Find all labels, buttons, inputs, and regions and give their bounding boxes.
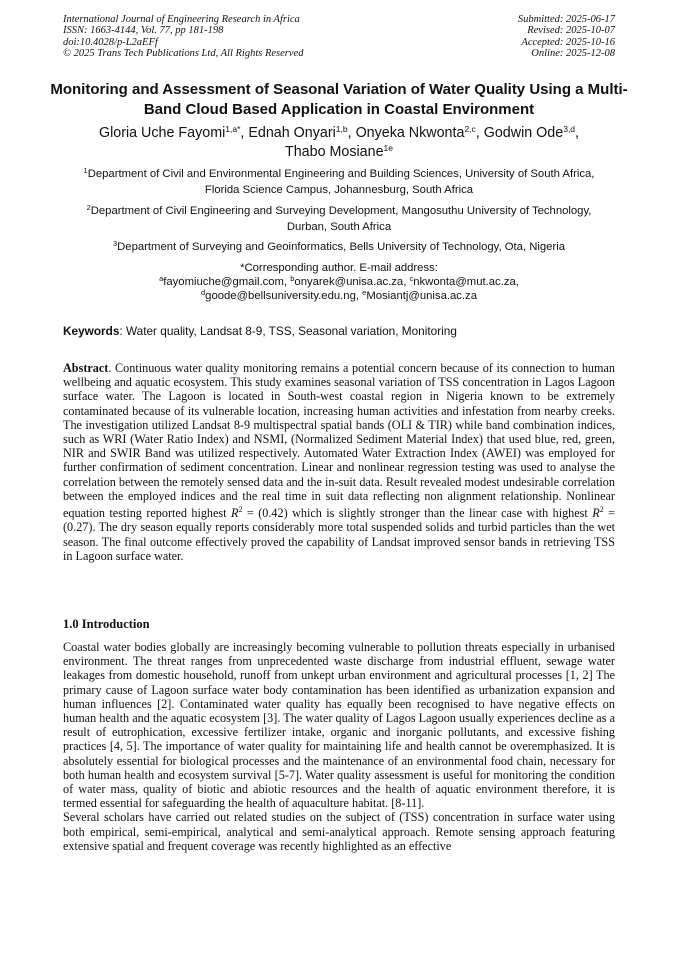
abstract-text-3: The dry season equally reports considerably more total suspended solids and turbid particles than the wet season. The final outcome effectively proved the capability of Landsat improved sensor bands in retrieving TSS in Lagoon surface water. — [63, 520, 615, 563]
email-link[interactable]: Mosiantj@unisa.ac.za — [366, 290, 477, 302]
keywords-text: Water quality, Landsat 8-9, TSS, Seasonal variation, Monitoring — [125, 324, 457, 338]
journal-copyright: © 2025 Trans Tech Publications Ltd, All Rights Reserved — [63, 48, 304, 60]
author-affiliation-mark: 2,c — [464, 124, 476, 134]
email-line: $^a$fayomiuche@gmail.com, $^b$onyarek@unisa.ac.za, $^c$nkwonta@mut.ac.za, — [159, 274, 519, 288]
author-name: Onyeka Nkwonta — [355, 125, 465, 141]
journal-name: International Journal of Engineering Research in Africa — [63, 14, 300, 25]
author-affiliation-mark: 3,d — [563, 124, 576, 134]
date-revised: Revised: 2025-10-07 — [527, 25, 615, 37]
email-link[interactable]: nkwonta@mut.ac.za — [413, 276, 516, 288]
paragraph: Coastal water bodies globally are increasingly becoming vulnerable to pollution threats especially in urbanised environment. The threat ranges from unprecedented waste discharge from industrial effluent, sewage water leakages from domestic household, runoff from unkept urban environment and agricultural processes [1, 2] The primary cause of Lagoon surface water body contamination has been identified as urbanization expansion and human influences [2]. Contaminated water quality has equally been recognised to have negative effects on human health and the aquatic ecosystem [3]. The water quality of Lagos Lagoon usually experiences decline as a result of eutrophication, excessive fertilizer intake, organic and inorganic pollutants, and excessive fishing practices [4, 5]. The importance of water quality for maintaining life and health cannot be overemphasized. It is absolutely essential for biological processes and the maintenance of an environmental food chain, necessary for both human health and ecosystem survival [5-7]. Water quality assessment is useful for monitoring the condition of water mass, quality of biotic and abiotic resources and the health of aquatic environment therefore, it is termed essential for safeguarding the health of aquaculture habitat. [8-11]. — [63, 640, 615, 811]
affiliation-number: 1 — [83, 166, 88, 175]
email-link[interactable]: onyarek@unisa.ac.za — [294, 276, 404, 288]
author-affiliation-mark: 1,b — [335, 124, 348, 134]
introduction-body — [63, 640, 615, 853]
abstract-text-2: which is slightly stronger than the linear case with highest — [292, 506, 588, 521]
abstract: Abstract. Continuous water quality monitoring remains a potential concern because of its connection to human wellbeing and aquatic ecosystem. This study examines seasonal variation of TSS concentration in Lagos Lagoon surface water. The Lagoon is located in South-west coastal region in Nigeria known to be extremely contaminated because of its vulnerable location, increasing human activities and infestation from nearby creeks. The investigation utilized Landsat 8-9 multispectral spatial bands (OLI & TIR) while band combination indices, such as WRI (Water Ratio Index) and NSMI, (Normalized Sediment Material Index) that used blue, red, green, NIR and SWIR Band was utilized respectively. Automated Water Extraction Index (AWEI) was employed for further confirmation of sediment concentration. Linear and nonlinear regression testing was used to analyse the correlation between the remotely sensed data and the in-suit data. Result revealed modest undesirable correlation between the employed indices and the real time in suit data reflecting non alignment relationship. Nonlinear equation testing reported highest $R^2 = (0.42)$ which is slightly stronger than the linear case with highest $R^2 = (0.27)$. The dry season equally reports considerably more total suspended solids and turbid particles than the wet season. The final outcome effectively proved the capability of Landsat improved sensor bands in retrieving TSS in Lagoon surface water. — [63, 361, 616, 563]
journal-issn: ISSN: 1663-4144, Vol. 77, pp 181-198 — [63, 25, 224, 37]
date-online: Online: 2025-12-08 — [531, 48, 615, 60]
date-submitted: Submitted: 2025-06-17 — [517, 14, 615, 25]
date-accepted: Accepted: 2025-10-16 — [521, 36, 615, 48]
correspondence-label: *Corresponding author. E-mail address: — [240, 262, 438, 274]
email-link[interactable]: fayomiuche@gmail.com — [163, 276, 284, 288]
affiliation-text: Department of Civil and Environmental Engineering and Building Sciences, University of South Africa, Florida Science Campus, Johannesburg, South Africa — [87, 168, 595, 196]
author-affiliation-mark: 1e — [383, 143, 394, 153]
author-name: Godwin Ode — [483, 125, 564, 141]
author-name: Thabo Mosiane — [284, 144, 384, 160]
keywords: Keywords: Water quality, Landsat 8-9, TSS, Seasonal variation, Monitoring — [63, 324, 457, 338]
email-line: $^d$goode@bellsuniversity.edu.ng, $^e$Mosiantj@unisa.ac.za — [201, 288, 477, 302]
affiliation-text: Department of Civil Engineering and Surveying Development, Mangosuthu University of Technology, Durban, South Africa — [90, 205, 592, 233]
author-name: Ednah Onyari — [248, 125, 336, 141]
author-list: Gloria Uche Fayomi$^{1,a*}$, Ednah Onyari$^{1,b}$, Onyeka Nkwonta$^{2,c}$, Godwin Ode$^{3,d}$, Thabo Mosiane$^{1e}$ — [98, 124, 580, 160]
r-squared-linear: = (0.27). — [63, 506, 616, 535]
affiliation-number: 2 — [86, 203, 91, 212]
section-heading-introduction: 1.0 Introduction — [63, 617, 150, 631]
affiliation-1 — [70, 167, 608, 198]
r-squared-nonlinear: = (0.42) — [246, 506, 288, 521]
affiliation-text: Department of Surveying and Geoinformatics, Bells University of Technology, Ota, Nigeria — [117, 241, 566, 253]
abstract-label: Abstract — [63, 361, 109, 375]
email-link[interactable]: goode@bellsuniversity.edu.ng — [205, 290, 356, 302]
affiliation-3 — [70, 240, 608, 256]
abstract-text-1: Continuous water quality monitoring remains a potential concern because of its connection to human wellbeing and aquatic ecosystem. This study examines seasonal variation of TSS concentration in Lagos Lagoon surface water. The Lagoon is located in South-west coastal region in Nigeria known to be extremely contaminated because of its vulnerable location, increasing human activities and infestation from nearby creeks. The investigation utilized Landsat 8-9 multispectral spatial bands (OLI & TIR) while band combination indices, such as WRI (Water Ratio Index) and NSMI, (Normalized Sediment Material Index) that used blue, red, green, NIR and SWIR Band was utilized respectively. Automated Water Extraction Index (AWEI) was employed for further confirmation of sediment concentration. Linear and nonlinear regression testing was used to analyse the correlation between the remotely sensed data and the in-suit data. Result revealed modest undesirable correlation between the employed indices and the real time in suit data reflecting non alignment relationship. Nonlinear equation testing reported highest — [63, 361, 615, 521]
paragraph: Several scholars have carried out related studies on the subject of (TSS) concentration in surface water using both empirical, semi-empirical, analytical and semi-analytical approach. Remote sensing approach featuring extensive spatial and frequent coverage was recently highlighted as an effective — [63, 810, 615, 853]
keywords-label: Keywords — [63, 324, 120, 338]
dates-header — [518, 14, 615, 60]
r-squared-symbol: R — [592, 506, 600, 521]
paper-title: Monitoring and Assessment of Seasonal Variation of Water Quality Using a Multi-Band Cloud Based Application in Coastal Environment — [50, 81, 628, 118]
author-name: Gloria Uche Fayomi — [98, 125, 226, 141]
r-squared-symbol: R — [231, 506, 239, 521]
author-affiliation-mark: 1,a* — [225, 124, 241, 134]
affiliation-2 — [70, 204, 608, 235]
correspondence-block — [70, 261, 608, 303]
journal-doi: doi:10.4028/p-L2aEFf — [63, 36, 158, 48]
affiliation-number: 3 — [112, 239, 118, 248]
journal-header — [63, 14, 303, 60]
